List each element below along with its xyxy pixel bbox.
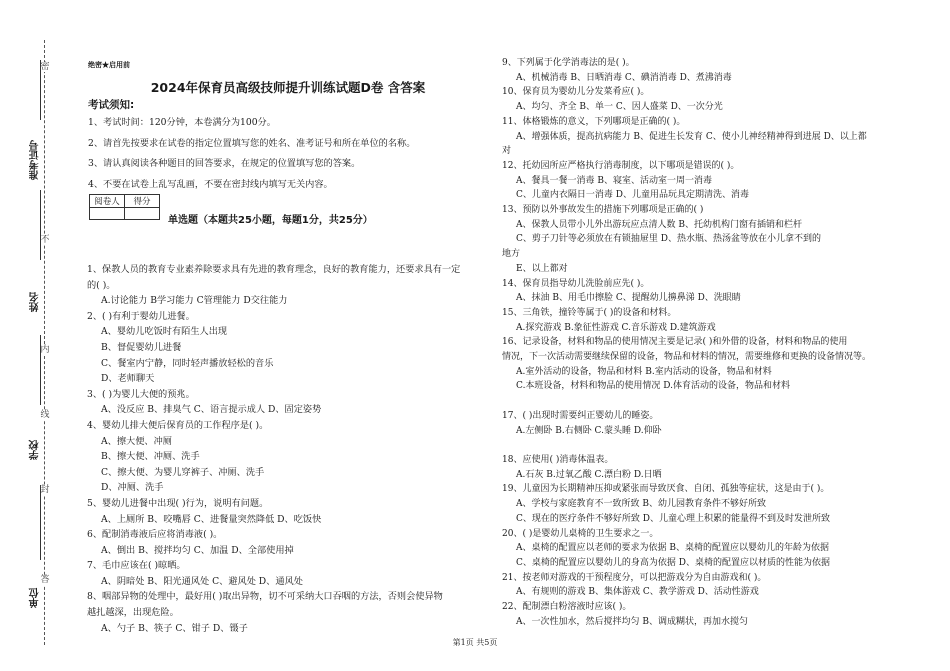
question-line: 16、记录设备，材料和物品的使用情况主要是记录( )和外借的设备，材料和物品的使用 [502,337,848,348]
name-field[interactable]: 姓名 [30,292,41,312]
option-line: A、抹油 B、用毛巾擦脸 C、提醒幼儿擤鼻涕 D、洗眼睛 [516,293,741,304]
option-line: C、餐室内宁静，同时轻声播放轻松的音乐 [101,357,274,369]
left-questions [87,262,487,636]
question-line: 12、托幼园所应严格执行消毒制度，以下哪项是错误的( )。 [502,160,740,171]
option-line: A.探究游戏 B.象征性游戏 C.音乐游戏 D.建筑游戏 [516,322,716,333]
option-line: B、擦大便、冲厕、洗手 [101,451,200,463]
seal-mark: 答 [40,575,50,585]
option-line: A、勺子 B、筷子 C、钳子 D、镊子 [101,622,248,634]
underline [40,335,41,405]
question-line: 3、( )为婴儿大便的预兆。 [87,388,195,400]
question-line: 14、保育员指导幼儿洗脸前应先( )。 [502,278,650,289]
underline [40,190,41,260]
exam-notes [88,114,415,196]
question-line: 20、( )是婴幼儿桌椅的卫生要求之一。 [502,528,659,539]
question-line: 情况，下一次活动需要继续保留的设备，物品和材料的情况，需要维修和更换的设备情况等。 [502,352,872,363]
option-line: E、以上都对 [516,263,568,274]
option-line: C、儿童内衣隔日一消毒 D、儿童用品玩具定期清洗、消毒 [516,190,749,201]
seal-line [44,40,45,645]
note-item: 1、考试时间：120分钟，本卷满分为100分。 [88,117,276,128]
question-line: 的( )。 [87,279,116,291]
question-line: 2、( )有利于婴幼儿进餐。 [87,310,195,322]
binding-gutter [0,0,60,671]
option-line: A、阴暗处 B、阳光通风处 C、避风处 D、通风处 [101,575,303,587]
question-line: 5、婴幼儿进餐中出现( )行为，说明有问题。 [87,497,269,509]
question-line: 22、配制漂白粉溶液时应该( )。 [502,602,632,613]
option-line: C、擦大便、为婴儿穿裤子、冲厕、洗手 [101,466,265,478]
seal-mark: 线 [40,410,50,420]
option-line: A.石灰 B.过氧乙酸 C.漂白粉 D.日晒 [516,469,662,480]
section-heading: 单选题（本题共25小题，每题1分，共25分） [168,215,373,226]
question-line: 地方 [502,249,521,260]
underline [40,485,41,560]
question-line: 18、应使用( )消毒体温表。 [502,454,614,465]
question-line: 21、按老师对游戏的干预程度分，可以把游戏分为自由游戏和( )。 [502,572,767,583]
question-line: 9、下列属于化学消毒法的是( )。 [502,58,635,68]
question-line: 8、咽部异物的处理中，最好用( )取出异物，切不可采纳大口吞咽的方法，否则会使异物 [87,591,443,603]
page-footer: 第1页 共5页 [452,638,498,647]
right-questions [502,56,922,629]
option-line: A.左侧卧 B.右侧卧 C.蒙头睡 D.仰卧 [516,425,662,436]
option-line: A、餐具一餐一消毒 B、寝室、活动室一周一消毒 [516,175,712,186]
option-line: A、增强体质，提高抗病能力 B、促进生长发育 C、使小儿神经精神得到进展 D、以上都 [516,131,867,142]
option-line: A、桌椅的配置应以老师的要求为依据 B、桌椅的配置应以婴幼儿的年龄为依据 [516,543,829,554]
question-line: 4、婴幼儿排大便后保育员的工作程序是( )。 [87,419,269,431]
option-line: C、桌椅的配置应以婴幼儿的身高为依据 D、桌椅的配置应以材质的性能为依据 [516,557,830,568]
seal-mark: 不 [40,235,50,245]
score-cell[interactable] [125,208,160,220]
question-line: 15、三角铁，撞铃等属于( )的设备和材料。 [502,307,677,318]
school-field[interactable]: 学校 [30,440,41,460]
option-line: A、倒出 B、搅拌均匀 C、加温 D、全部使用掉 [101,544,294,556]
underline [40,60,41,120]
question-line: 越扎越深，出现危险。 [87,607,179,619]
option-line: A、均匀、齐全 B、单一 C、因人盛菜 D、一次分光 [516,102,723,113]
question-line: 10、保育员为婴幼儿分发菜肴应( )。 [502,87,650,98]
option-line: D、老师聊天 [101,373,155,385]
spacer-line [502,438,922,453]
grader-header: 阅卷人 [90,195,125,208]
option-line: A、学校与家庭教育不一致所致 B、幼儿园教育条件不够好所致 [516,499,766,510]
option-line: A、婴幼儿吃饭时有陌生人出现 [101,326,228,338]
unit-field[interactable]: 单位 [30,588,41,608]
option-line: A、上厕所 B、咬嘴唇 C、进餐量突然降低 D、吃饭快 [101,513,322,525]
question-line: 对 [502,146,512,157]
question-line: 19、儿童因为长期精神压抑或紧张而导致厌食、自闭、孤独等症状，这是由于( )。 [502,484,830,495]
option-line: C、剪子刀针等必须放在有锁抽屉里 D、热水瓶、热汤盆等放在小儿拿不到的 [516,234,821,245]
page-title: 2024年保育员高级技师提升训练试题D卷 含答案 [150,80,426,95]
seal-mark: 密 [40,62,50,72]
option-line: A、没反应 B、排臭气 C、语言提示成人 D、固定姿势 [101,404,322,416]
option-line: B、督促婴幼儿进餐 [101,341,182,353]
question-line: 7、毛巾应该在( )晾晒。 [87,560,186,572]
question-line: 11、体格锻炼的意义，下列哪项是正确的( )。 [502,116,686,127]
option-line: A.室外活动的设备，物品和材料 B.室内活动的设备，物品和材料 [516,366,772,377]
option-line: A.讨论能力 B学习能力 C管理能力 D交往能力 [101,295,288,307]
note-item: 3、请认真阅读各种题目的回答要求，在规定的位置填写您的答案。 [88,158,361,169]
option-line: A、擦大便、冲厕 [101,435,172,447]
option-line: A、保教人员带小儿外出游玩应点清人数 B、托幼机构门窗有插销和栏杆 [516,219,802,230]
option-line: D、冲厕、洗手 [101,482,164,494]
secret-label: 绝密★启用前 [88,60,130,69]
option-line: A、有规则的游戏 B、集体游戏 C、教学游戏 D、活动性游戏 [516,587,759,598]
grader-cell[interactable] [90,208,125,220]
score-table [89,194,160,220]
seal-mark: 内 [40,345,50,355]
option-line: C.本班设备，材料和物品的使用情况 D.体育活动的设备，物品和材料 [516,381,791,392]
question-line: 17、( )出现时需要纠正婴幼儿的睡姿。 [502,410,659,421]
notice-heading: 考试须知: [88,99,135,111]
note-item: 2、请首先按要求在试卷的指定位置填写您的姓名、准考证号和所在单位的名称。 [88,137,416,149]
question-line: 6、配制消毒液后应将消毒液( )。 [87,529,223,541]
option-line: C、现在的医疗条件不够好所致 D、儿童心理上积累的能量得不到及时发泄所致 [516,513,830,524]
score-header: 得分 [125,195,160,208]
question-line: 13、预防以外事故发生的措施下列哪项是正确的( ) [502,205,704,216]
seal-mark: 封 [40,485,50,495]
option-line: A、机械消毒 B、日晒消毒 C、碘消消毒 D、煮沸消毒 [516,72,732,83]
note-item: 4、不要在试卷上乱写乱画，不要在密封线内填写无关内容。 [88,178,333,190]
spacer-line [502,394,922,409]
question-line: 1、保教人员的教育专业素养除要求具有先进的教育理念，良好的教育能力，还要求具有一定 [87,264,461,275]
exam-number-field[interactable]: 准考证号 [30,140,41,180]
option-line: A、一次性加水，然后搅拌均匀 B、调成糊状，再加水搅匀 [516,616,748,627]
